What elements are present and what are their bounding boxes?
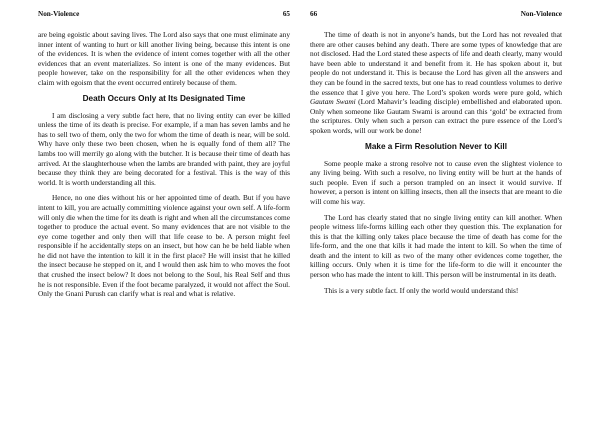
left-header-title: Non-Violence — [38, 10, 80, 18]
right-section-heading: Make a Firm Resolution Never to Kill — [365, 141, 507, 151]
right-page-header — [310, 10, 562, 22]
right-header-title: Non-Violence — [520, 10, 562, 18]
left-page — [38, 0, 290, 423]
right-paragraph-1-part-b: (Lord Mahavir’s leading disciple) embellished and elaborated upon. Only when someone like Gautam Swami is around can this ‘gold’ be extracted from the scriptures. Only when such a person can extract the pure essence of the Lord’s spoken words, will our work be done! — [310, 97, 562, 135]
left-section-heading: Death Occurs Only at Its Designated Time — [82, 93, 246, 103]
right-paragraph-1-part-a: The time of death is not in anyone’s hands, but the Lord has not revealed that there are other causes behind any death. There are some types of knowledge that are not disclosed. Had the Lord stated these aspects of life and death clearly, many would have been able to understand it and benefit from it. He has spoken about it, but people do not understand it. This is because the Lord has given all the answers and they can be found in the sacred texts, but one has to read countless volumes to derive the essence that I give you here. The Lord’s spoken words were pure gold, which — [310, 30, 562, 97]
right-paragraph-2: Some people make a strong resolve not to cause even the slightest violence to any living being. With such a resolve, no living entity will be hurt at the hands of such people. Even if such a person trampled on an insect it would survive. If however, a person is intent on killing insects, then all the insects that are meant to die will come his way. — [310, 158, 562, 206]
right-page-number: 66 — [310, 10, 318, 18]
left-paragraph-1: are being egoistic about saving lives. The Lord also says that one must eliminate any inner intent of wanting to hurt or kill another living being, because this intent is one of the evidences. It is when the evidence of intent comes together with all the other evidences that an event materializes. So intent is one of the many evidences. But people however, take on the responsibility for all the other evidences when they claim with egoism that the event occurred entirely because of them. — [38, 30, 290, 87]
right-paragraph-4: This is a very subtle fact. If only the world would understand this! — [324, 285, 519, 295]
left-paragraph-3: Hence, no one dies without his or her appointed time of death. But if you have intent to kill, you are actually committing violence against your own self. A life-form will only die when the time for its death is right and when all the circumstances come together to produce the actual event. So many evidences that are not visible to the eye come together and only then will that life cease to be. A person might feel responsible if he accidentally steps on an insect, but how can he be held liable when he did not have the intention to kill it in the first place? He will insist that he killed the insect because he stepped on it, and I would then ask him to who moves the foot that crushed the insect below? It does not belong to the Soul, his Real Self and thus he is not responsible. Even if the foot became paralyzed, it would not affect the Soul. Only the Gnani Purush can clarify what is real and what is relative. — [38, 193, 290, 299]
left-page-header — [38, 10, 290, 22]
right-paragraph-1 — [310, 30, 562, 136]
right-page — [310, 0, 562, 423]
left-page-number: 65 — [282, 10, 290, 18]
right-paragraph-3: The Lord has clearly stated that no single living entity can kill another. When people witness life-forms killing each other they question this. The explanation for this is that the killing only takes place because the time of death has come for the life-form, and the one that kills it had made the intent to kill. So when the time of death and the intent to kill as two of the many other evidences come together, the killing occurs. Only when it is time for the life-form to die will it encounter the person who has made the intent to kill. This person will be instrumental in its death. — [310, 212, 562, 280]
left-page-body — [38, 30, 290, 305]
right-page-body — [310, 30, 562, 301]
gautam-swami-name: Gautam Swami — [310, 97, 356, 107]
left-paragraph-2: I am disclosing a very subtle fact here, that no living entity can ever be killed unless the time of its death is precise. For example, if a man has seven lambs and he has to sell two of them, only the two for whom the time of death is near, will be sold. Why have only these two been chosen, when he is equally fond of them all? The lambs too will merrily go along with the butcher. It is because their time of death has arrived. At the slaughterhouse when the lambs are branded with paint, they are joyful because they think they are being decorated for a festival. This is the way of this world. It is worth understanding all this. — [38, 110, 290, 187]
